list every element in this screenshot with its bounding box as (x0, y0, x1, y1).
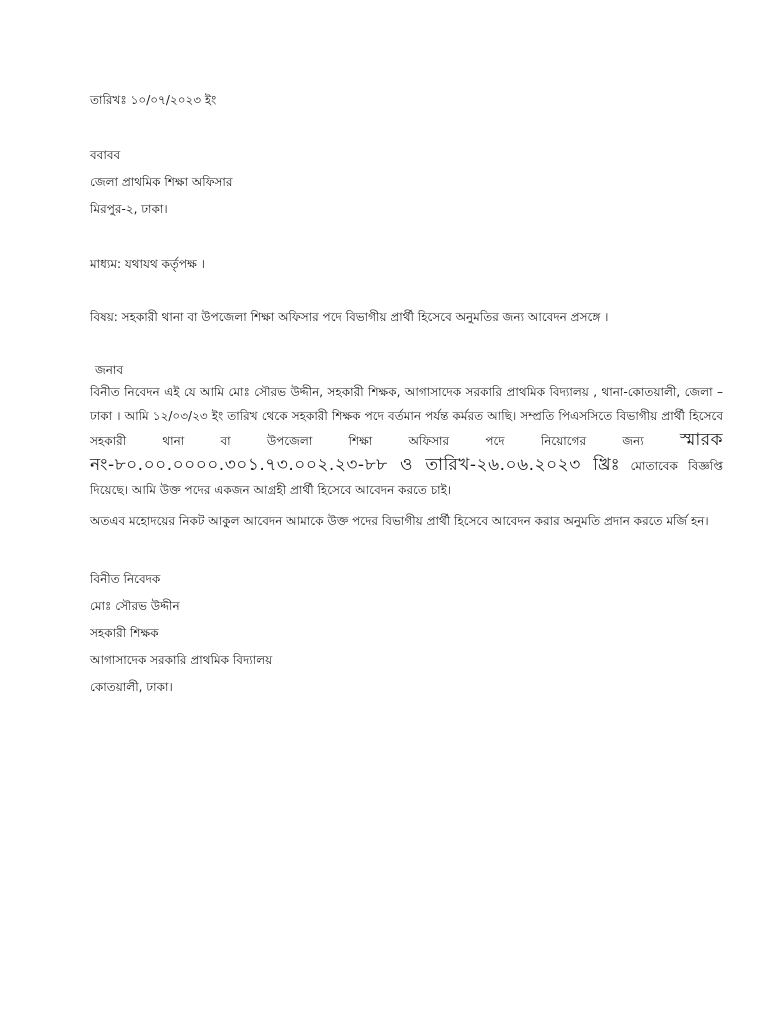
letter-body (90, 380, 723, 502)
letter-subject: বিষয়: সহকারী থানা বা উপজেলা শিক্ষা অফিসার পদে বিভাগীয় প্রার্থী হিসেবে অনুমতির জন্য আবেদন প্রসঙ্গে । (90, 310, 609, 324)
recipient-address: মিরপুর-২, ঢাকা। (90, 202, 168, 216)
letter-date: তারিখঃ ১০/০৭/২০২৩ ইং (90, 93, 217, 107)
letter-greeting: জনাব (95, 363, 124, 377)
recipient-to: ববাবব (90, 148, 121, 162)
body-part-1: বিনীত নিবেদন এই যে আমি মোঃ সৌরভ উদ্দীন, সহকারী শিক্ষক, আগাসাদেক সরকারি প্রাথমিক বিদ্যালয় , থানা-কোতয়ালী, জেলা – ঢাকা । আমি ১২/০৩/২৩ ইং তারিখ থেকে সহকারী শিক্ষক পদে বর্তমান পর্যন্ত কর্মরত আছি। সম্প্রতি পিএসসিতে বিভাগীয় প্রার্থী হিসেবে সহকারী থানা বা উপজেলা শিক্ষা অফিসার পদে নিয়োগের জন্য (90, 385, 723, 448)
letter-medium: মাধ্যম: যথাযথ কর্তৃপক্ষ । (90, 257, 205, 271)
recipient-designation: জেলা প্রাথমিক শিক্ষা অফিসার (90, 175, 233, 189)
signature-name: মোঃ সৌরভ উদ্দীন (90, 599, 180, 613)
signature-location: কোতয়ালী, ঢাকা। (90, 680, 173, 694)
signature-closing: বিনীত নিবেদক (90, 572, 161, 586)
letter-request: অতএব মহোদয়ের নিকট আকুল আবেদন আমাকে উক্ত পদের বিভাগীয় প্রার্থী হিসেবে আবেদন করার অনুমতি প্রদান করতে মর্জি হন। (90, 514, 709, 528)
signature-designation: সহকারী শিক্ষক (90, 626, 159, 640)
memo-reference: স্মারক নং-৮০.০০.০০০০.৩০১.৭৩.০০২.২৩-৮৮ ও তারিখ-২৬.০৬.২০২৩ খ্রিঃ (90, 430, 723, 475)
body-part-2: মোতাবেক বিজ্ঞপ্তি দিয়েছে। আমি উক্ত পদের একজন আগ্রহী প্রার্থী হিসেবে আবেদন করতে চাই। (90, 459, 723, 497)
signature-school: আগাসাদেক সরকারি প্রাথমিক বিদ্যালয় (90, 653, 273, 667)
